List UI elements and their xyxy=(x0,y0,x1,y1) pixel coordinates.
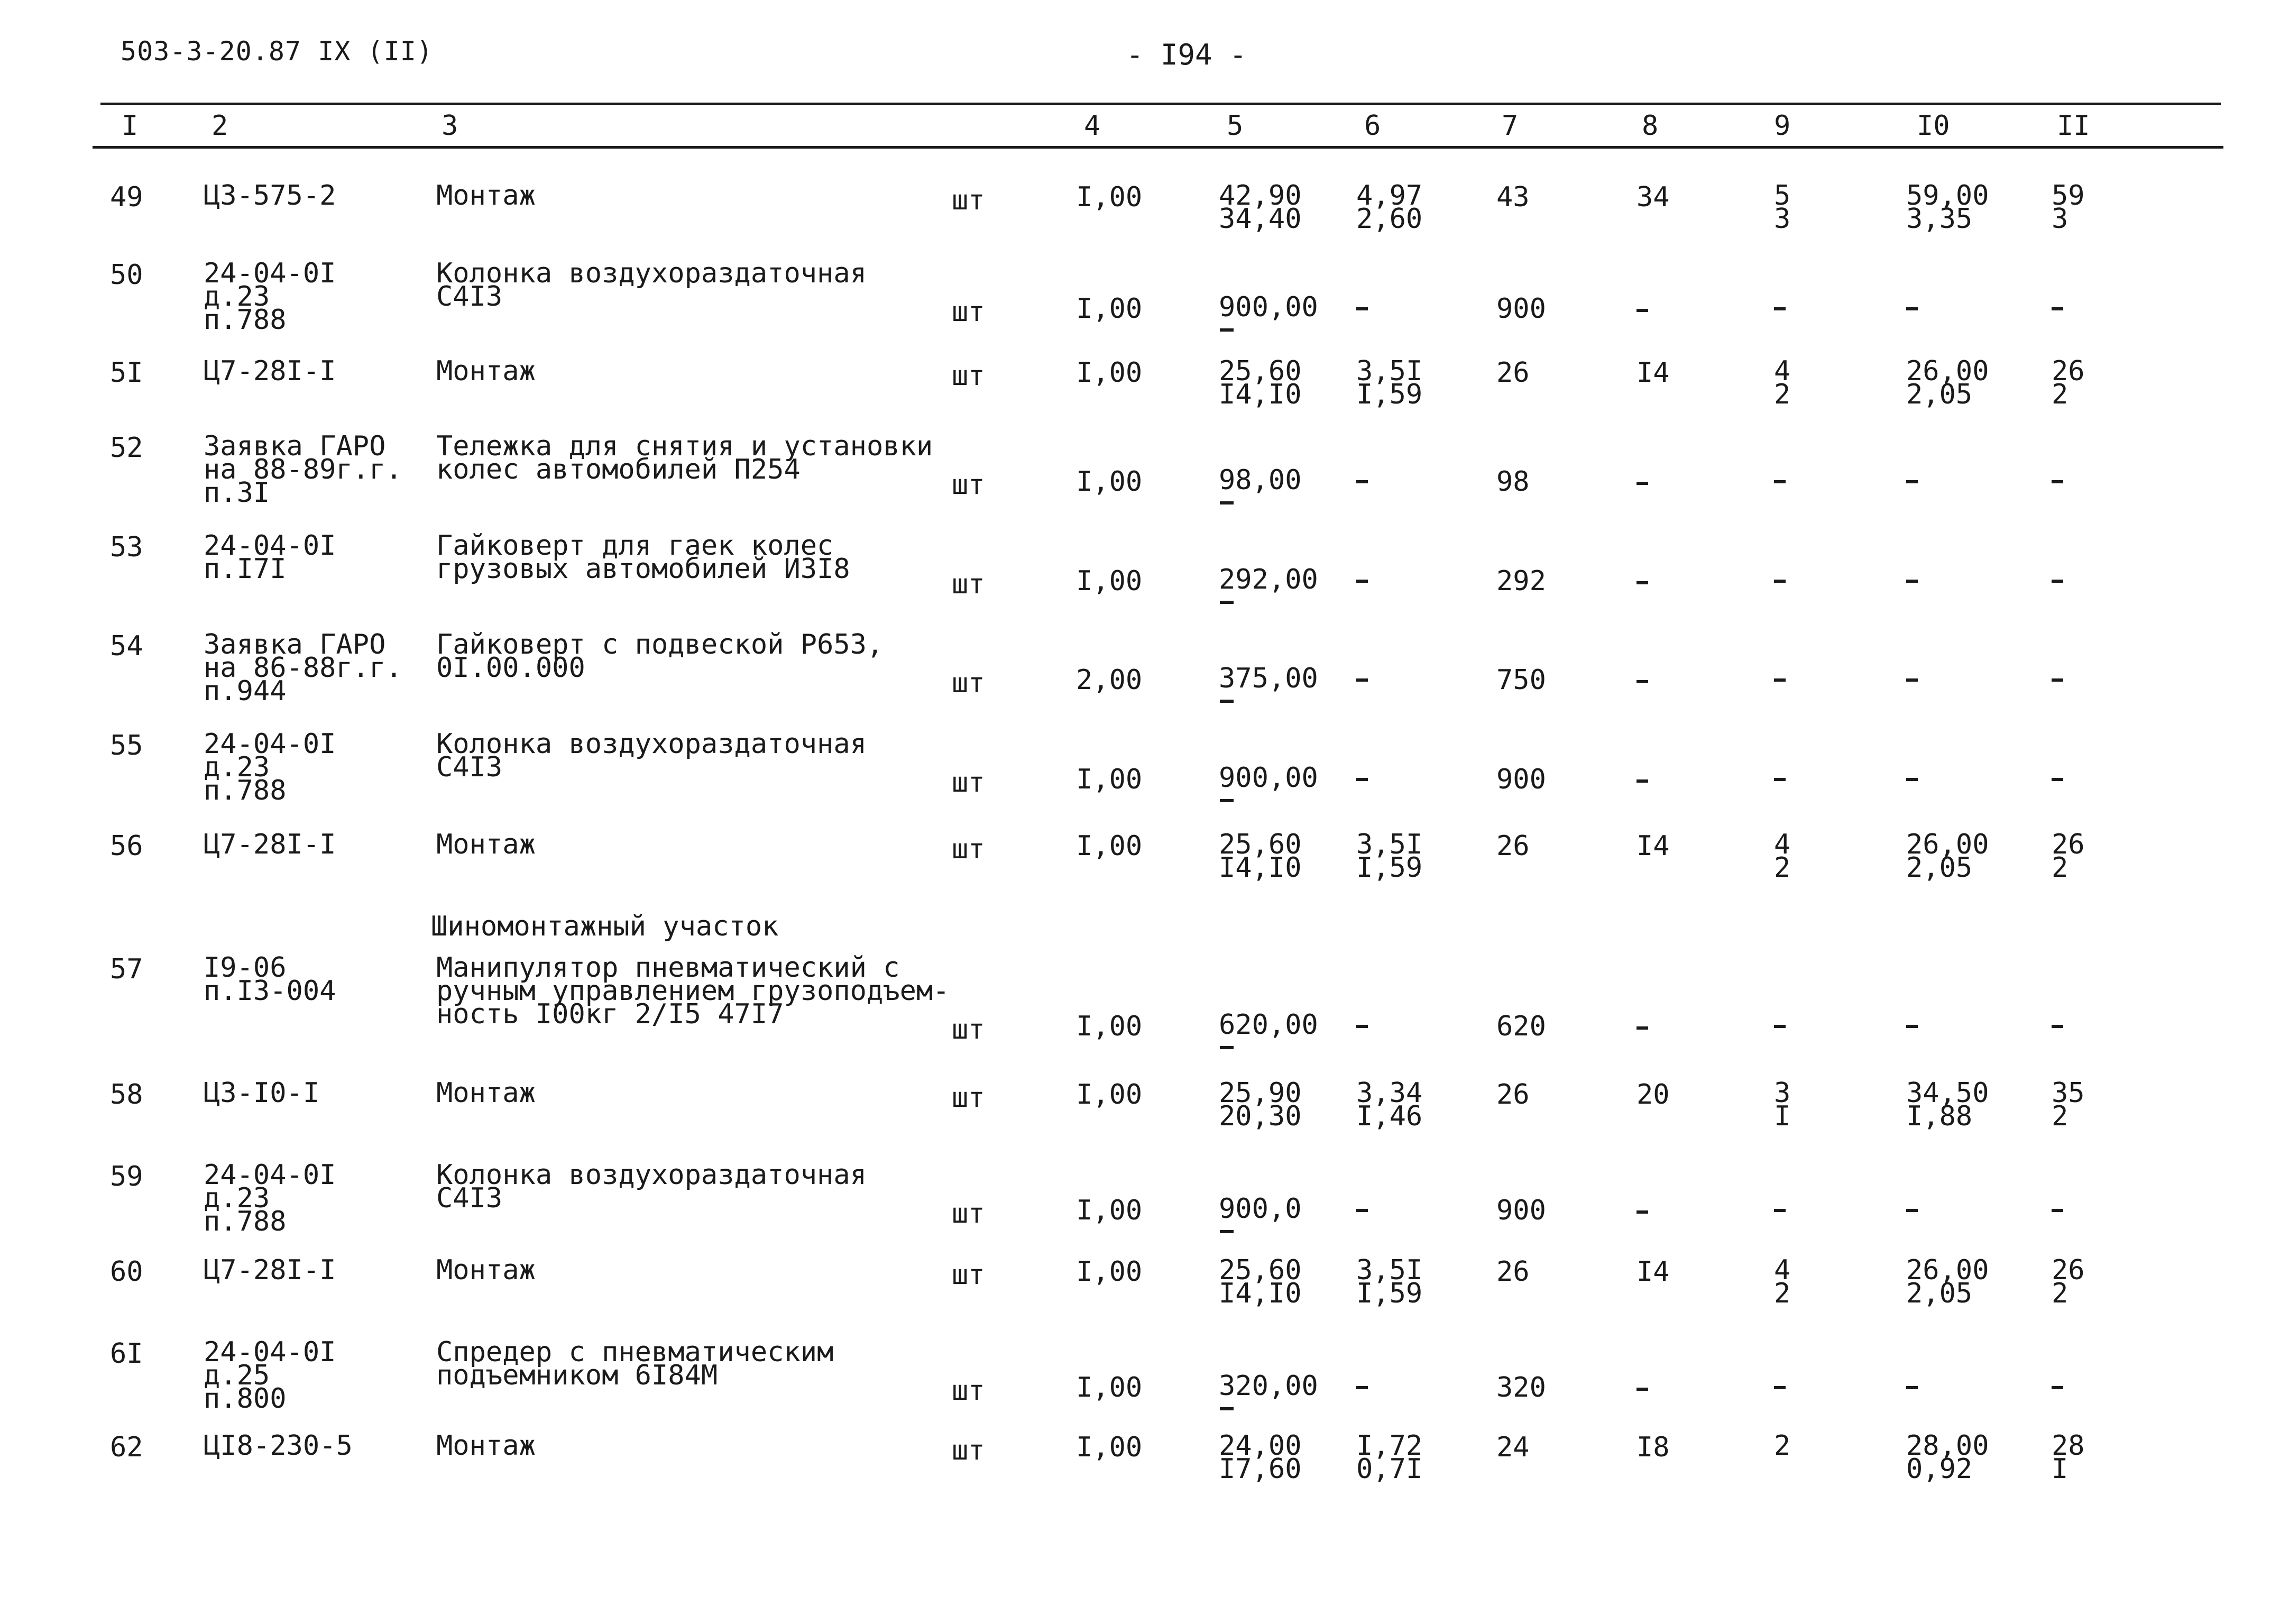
col11-value xyxy=(2052,469,2063,492)
item-description: Спредер с пневматическим xyxy=(436,1336,834,1368)
dash-mark xyxy=(1356,307,1368,310)
dash-mark xyxy=(1637,309,1648,312)
col9-value: I xyxy=(1774,1100,1791,1132)
col6-value xyxy=(1356,469,1368,492)
col-header-1: I xyxy=(122,110,139,142)
row-number: 62 xyxy=(110,1432,143,1463)
item-code: Ц3-I0-I xyxy=(204,1077,320,1109)
col9-value xyxy=(1774,1197,1786,1221)
col9-value: 3 xyxy=(1774,1077,1791,1109)
price-underdash xyxy=(1220,601,1234,604)
col8-value xyxy=(1637,568,1648,594)
row-number: 57 xyxy=(110,953,143,985)
dash-mark xyxy=(1906,580,1918,583)
item-code: Заявка ГАРО xyxy=(204,629,386,660)
col9-value: 4 xyxy=(1774,1254,1791,1286)
row-number: 50 xyxy=(110,259,143,291)
col6-value: 3,5I xyxy=(1356,1254,1423,1286)
table-top-rule xyxy=(100,103,2221,105)
col-header-10: I0 xyxy=(1917,110,1950,142)
quantity: I,00 xyxy=(1076,1372,1143,1403)
price-underdash xyxy=(1220,1046,1234,1049)
unit: шт xyxy=(952,1082,985,1114)
col-header-8: 8 xyxy=(1642,110,1659,142)
col5-value: I4,I0 xyxy=(1219,1278,1302,1309)
item-code: п.944 xyxy=(204,675,287,707)
item-code: п.I3-004 xyxy=(204,975,336,1007)
table-row xyxy=(0,1159,2280,1243)
price-underdash xyxy=(1220,328,1234,332)
item-code: п.788 xyxy=(204,304,287,336)
table-row xyxy=(0,1430,2280,1513)
dash-mark xyxy=(1356,580,1368,583)
row-number: 59 xyxy=(110,1161,143,1192)
item-description: Монтаж xyxy=(436,1254,536,1286)
item-description: ность I00кг 2/I5 47I7 xyxy=(436,998,784,1030)
quantity: I,00 xyxy=(1076,466,1143,498)
row-number: 6I xyxy=(110,1338,143,1370)
dash-mark xyxy=(1774,1386,1786,1389)
col7-value: 620 xyxy=(1496,1011,1546,1042)
unit: шт xyxy=(952,1198,985,1230)
col11-value xyxy=(2052,667,2063,690)
col6-value xyxy=(1356,568,1368,591)
table-row xyxy=(0,530,2280,613)
col6-value: I,59 xyxy=(1356,379,1423,410)
dash-mark xyxy=(1356,1025,1368,1028)
col5-value: I4,I0 xyxy=(1219,852,1302,884)
col7-value: 26 xyxy=(1496,1079,1530,1111)
item-description: С4I3 xyxy=(436,751,503,783)
quantity: I,00 xyxy=(1076,830,1143,862)
table-row xyxy=(0,1254,2280,1338)
col10-value: 26,00 xyxy=(1906,829,1989,860)
item-code: Ц3-575-2 xyxy=(204,180,336,212)
item-description: Монтаж xyxy=(436,1430,536,1462)
col10-value: 2,05 xyxy=(1906,379,1973,410)
col10-value xyxy=(1906,296,1918,319)
col6-value: 0,7I xyxy=(1356,1453,1423,1485)
col11-value: 26 xyxy=(2052,355,2085,387)
col10-value xyxy=(1906,766,1918,790)
col10-value: 2,05 xyxy=(1906,1278,1973,1309)
col8-value xyxy=(1637,667,1648,693)
col8-value xyxy=(1637,1197,1648,1224)
item-code: I9-06 xyxy=(204,952,287,984)
page-number: - I94 - xyxy=(1126,38,1247,71)
item-description: Гайковерт с подвеской Р653, xyxy=(436,629,884,660)
col6-value: 3,5I xyxy=(1356,829,1423,860)
dash-mark xyxy=(2052,1209,2063,1212)
col-header-6: 6 xyxy=(1364,110,1381,142)
item-code: д.23 xyxy=(204,1182,270,1214)
col5-value: 375,00 xyxy=(1219,663,1318,694)
col11-value xyxy=(2052,766,2063,790)
item-description: Колонка воздухораздаточная xyxy=(436,728,867,760)
item-description: Монтаж xyxy=(436,180,536,212)
col6-value: I,72 xyxy=(1356,1430,1423,1462)
dash-mark xyxy=(1637,482,1648,485)
unit: шт xyxy=(952,185,985,216)
col7-value: 320 xyxy=(1496,1372,1546,1403)
col10-value: 26,00 xyxy=(1906,1254,1989,1286)
col10-value: 2,05 xyxy=(1906,852,1973,884)
col9-value: 2 xyxy=(1774,1430,1791,1462)
col9-value xyxy=(1774,469,1786,492)
quantity: I,00 xyxy=(1076,1011,1143,1042)
table-row xyxy=(0,430,2280,514)
dash-mark xyxy=(1637,779,1648,783)
col6-value xyxy=(1356,1197,1368,1221)
row-number: 5I xyxy=(110,357,143,389)
dash-mark xyxy=(1356,480,1368,483)
dash-mark xyxy=(1637,1388,1648,1391)
col11-value: I xyxy=(2052,1453,2068,1485)
quantity: I,00 xyxy=(1076,764,1143,795)
price-underdash xyxy=(1220,1407,1234,1410)
table-row xyxy=(0,952,2280,1045)
item-description: подъемником 6I84М xyxy=(436,1360,718,1391)
col6-value: I,59 xyxy=(1356,1278,1423,1309)
col11-value xyxy=(2052,1013,2063,1036)
col5-value: 20,30 xyxy=(1219,1100,1302,1132)
col11-value: 35 xyxy=(2052,1077,2085,1109)
item-description: ручным управлением грузоподъем- xyxy=(436,975,950,1007)
col7-value: 98 xyxy=(1496,466,1530,498)
col11-value xyxy=(2052,1374,2063,1398)
item-code: на 86-88г.г. xyxy=(204,652,402,684)
col9-value: 4 xyxy=(1774,355,1791,387)
col6-value: 3,34 xyxy=(1356,1077,1423,1109)
col5-value: 25,60 xyxy=(1219,829,1302,860)
dash-mark xyxy=(2052,778,2063,781)
item-description: колес автомобилей П254 xyxy=(436,454,801,485)
item-code: на 88-89г.г. xyxy=(204,454,402,485)
col11-value xyxy=(2052,296,2063,319)
col11-value: 2 xyxy=(2052,379,2068,410)
dash-mark xyxy=(1637,680,1648,683)
unit: шт xyxy=(952,469,985,501)
col5-value: 24,00 xyxy=(1219,1430,1302,1462)
row-number: 56 xyxy=(110,830,143,862)
quantity: I,00 xyxy=(1076,565,1143,597)
item-code: п.800 xyxy=(204,1383,287,1415)
table-row xyxy=(0,829,2280,912)
dash-mark xyxy=(1774,580,1786,583)
row-number: 53 xyxy=(110,531,143,563)
col8-value: I4 xyxy=(1637,1256,1670,1288)
col5-value: 98,00 xyxy=(1219,464,1302,496)
dash-mark xyxy=(1774,678,1786,682)
table-row xyxy=(0,1336,2280,1420)
document-code: 503-3-20.87 IX (II) xyxy=(121,36,433,67)
col11-value: 2 xyxy=(2052,1278,2068,1309)
item-code: ЦI8-230-5 xyxy=(204,1430,353,1462)
col10-value xyxy=(1906,568,1918,591)
dash-mark xyxy=(1906,678,1918,682)
col9-value: 2 xyxy=(1774,379,1791,410)
unit: шт xyxy=(952,360,985,392)
quantity: 2,00 xyxy=(1076,664,1143,696)
col7-value: 900 xyxy=(1496,1195,1546,1226)
col9-value xyxy=(1774,296,1786,319)
col-header-7: 7 xyxy=(1502,110,1519,142)
col-header-4: 4 xyxy=(1084,110,1101,142)
col10-value: 26,00 xyxy=(1906,355,1989,387)
item-code: 24-04-0I xyxy=(204,1336,336,1368)
col10-value: 0,92 xyxy=(1906,1453,1973,1485)
col7-value: 750 xyxy=(1496,664,1546,696)
item-description: Гайковерт для гаек колес xyxy=(436,530,834,562)
col10-value: 59,00 xyxy=(1906,180,1989,212)
col10-value xyxy=(1906,667,1918,690)
dash-mark xyxy=(1774,1025,1786,1028)
col11-value: 2 xyxy=(2052,1100,2068,1132)
col10-value xyxy=(1906,469,1918,492)
col8-value: I4 xyxy=(1637,357,1670,389)
col9-value xyxy=(1774,766,1786,790)
unit: шт xyxy=(952,667,985,699)
dash-mark xyxy=(2052,1386,2063,1389)
item-code: 24-04-0I xyxy=(204,530,336,562)
col6-value xyxy=(1356,766,1368,790)
col8-value: I4 xyxy=(1637,830,1670,862)
col7-value: 292 xyxy=(1496,565,1546,597)
dash-mark xyxy=(2052,678,2063,682)
col8-value xyxy=(1637,1013,1648,1040)
quantity: I,00 xyxy=(1076,1256,1143,1288)
col6-value xyxy=(1356,667,1368,690)
col8-value xyxy=(1637,1374,1648,1401)
col7-value: 26 xyxy=(1496,1256,1530,1288)
item-code: д.25 xyxy=(204,1360,270,1391)
dash-mark xyxy=(1637,1026,1648,1030)
row-number: 49 xyxy=(110,181,143,213)
col11-value: 3 xyxy=(2052,203,2068,235)
unit: шт xyxy=(952,1375,985,1407)
dash-mark xyxy=(1356,678,1368,682)
table-row xyxy=(0,728,2280,812)
dash-mark xyxy=(1637,581,1648,584)
quantity: I,00 xyxy=(1076,357,1143,389)
col11-value: 28 xyxy=(2052,1430,2085,1462)
dash-mark xyxy=(1906,480,1918,483)
dash-mark xyxy=(2052,307,2063,310)
item-code: д.23 xyxy=(204,281,270,313)
col9-value xyxy=(1774,1374,1786,1398)
col-header-2: 2 xyxy=(212,110,228,142)
table-row xyxy=(0,180,2280,263)
quantity: I,00 xyxy=(1076,181,1143,213)
item-description: Монтаж xyxy=(436,829,536,860)
col10-value xyxy=(1906,1374,1918,1398)
col11-value: 26 xyxy=(2052,829,2085,860)
row-number: 52 xyxy=(110,432,143,464)
quantity: I,00 xyxy=(1076,1432,1143,1463)
col6-value: 4,97 xyxy=(1356,180,1423,212)
unit: шт xyxy=(952,767,985,799)
row-number: 55 xyxy=(110,730,143,761)
col8-value xyxy=(1637,296,1648,322)
table-row xyxy=(0,355,2280,439)
col5-value: 25,60 xyxy=(1219,1254,1302,1286)
dash-mark xyxy=(1637,1210,1648,1214)
col5-value: 320,00 xyxy=(1219,1370,1318,1402)
item-code: 24-04-0I xyxy=(204,258,336,289)
dash-mark xyxy=(1906,778,1918,781)
col7-value: 26 xyxy=(1496,357,1530,389)
col5-value: 900,00 xyxy=(1219,291,1318,323)
col5-value: 25,90 xyxy=(1219,1077,1302,1109)
dash-mark xyxy=(1906,1209,1918,1212)
col7-value: 43 xyxy=(1496,181,1530,213)
dash-mark xyxy=(2052,1025,2063,1028)
item-description: С4I3 xyxy=(436,1182,503,1214)
unit: шт xyxy=(952,1435,985,1466)
col11-value: 2 xyxy=(2052,852,2068,884)
item-description: Монтаж xyxy=(436,1077,536,1109)
col8-value: 34 xyxy=(1637,181,1670,213)
unit: шт xyxy=(952,833,985,865)
col7-value: 26 xyxy=(1496,830,1530,862)
table-row xyxy=(0,258,2280,341)
section-title: Шиномонтажный участок xyxy=(431,911,779,942)
item-code: п.788 xyxy=(204,775,287,806)
dash-mark xyxy=(1906,1025,1918,1028)
item-code: Заявка ГАРО xyxy=(204,430,386,462)
unit: шт xyxy=(952,296,985,328)
price-underdash xyxy=(1220,1230,1234,1233)
col9-value xyxy=(1774,667,1786,690)
quantity: I,00 xyxy=(1076,1079,1143,1111)
col11-value: 59 xyxy=(2052,180,2085,212)
col7-value: 24 xyxy=(1496,1432,1530,1463)
col5-value: 292,00 xyxy=(1219,564,1318,595)
col5-value: 42,90 xyxy=(1219,180,1302,212)
quantity: I,00 xyxy=(1076,293,1143,325)
unit: шт xyxy=(952,568,985,600)
item-code: п.I7I xyxy=(204,553,287,585)
item-description: Тележка для снятия и установки xyxy=(436,430,933,462)
col7-value: 900 xyxy=(1496,764,1546,795)
quantity: I,00 xyxy=(1076,1195,1143,1226)
item-code: Ц7-28I-I xyxy=(204,355,336,387)
col9-value: 3 xyxy=(1774,203,1791,235)
col6-value xyxy=(1356,1013,1368,1036)
item-description: 0I.00.000 xyxy=(436,652,585,684)
col5-value: 900,00 xyxy=(1219,762,1318,794)
col-header-5: 5 xyxy=(1227,110,1244,142)
col9-value: 4 xyxy=(1774,829,1791,860)
col6-value: 3,5I xyxy=(1356,355,1423,387)
col9-value: 5 xyxy=(1774,180,1791,212)
price-underdash xyxy=(1220,700,1234,703)
col8-value: 20 xyxy=(1637,1079,1670,1111)
col-header-3: 3 xyxy=(442,110,458,142)
item-code: п.3I xyxy=(204,477,270,509)
item-code: Ц7-28I-I xyxy=(204,1254,336,1286)
col9-value xyxy=(1774,1013,1786,1036)
col6-value xyxy=(1356,1374,1368,1398)
col5-value: 34,40 xyxy=(1219,203,1302,235)
table-row xyxy=(0,1077,2280,1161)
item-description: грузовых автомобилей И3I8 xyxy=(436,553,850,585)
col7-value: 900 xyxy=(1496,293,1546,325)
item-description: Манипулятор пневматический с xyxy=(436,952,900,984)
table-header-rule xyxy=(93,146,2223,149)
col9-value: 2 xyxy=(1774,852,1791,884)
row-number: 54 xyxy=(110,630,143,662)
item-description: Колонка воздухораздаточная xyxy=(436,1159,867,1191)
col10-value xyxy=(1906,1013,1918,1036)
row-number: 58 xyxy=(110,1079,143,1111)
col5-value: 25,60 xyxy=(1219,355,1302,387)
col11-value: 26 xyxy=(2052,1254,2085,1286)
item-code: 24-04-0I xyxy=(204,728,336,760)
price-underdash xyxy=(1220,799,1234,802)
dash-mark xyxy=(1906,307,1918,310)
col9-value: 2 xyxy=(1774,1278,1791,1309)
col6-value: I,46 xyxy=(1356,1100,1423,1132)
item-code: д.23 xyxy=(204,751,270,783)
col5-value: I4,I0 xyxy=(1219,379,1302,410)
item-code: п.788 xyxy=(204,1206,287,1237)
col5-value: 900,0 xyxy=(1219,1193,1302,1225)
item-description: С4I3 xyxy=(436,281,503,313)
col6-value xyxy=(1356,296,1368,319)
dash-mark xyxy=(1356,1386,1368,1389)
col11-value xyxy=(2052,568,2063,591)
col8-value xyxy=(1637,766,1648,793)
col10-value: I,88 xyxy=(1906,1100,1973,1132)
col-header-9: 9 xyxy=(1774,110,1791,142)
table-row xyxy=(0,629,2280,712)
col10-value: 28,00 xyxy=(1906,1430,1989,1462)
unit: шт xyxy=(952,1014,985,1045)
col8-value xyxy=(1637,469,1648,495)
dash-mark xyxy=(1906,1386,1918,1389)
dash-mark xyxy=(1774,778,1786,781)
dash-mark xyxy=(1356,778,1368,781)
dash-mark xyxy=(2052,580,2063,583)
item-description: Монтаж xyxy=(436,355,536,387)
col-header-11: II xyxy=(2057,110,2090,142)
item-code: Ц7-28I-I xyxy=(204,829,336,860)
col8-value: I8 xyxy=(1637,1432,1670,1463)
dash-mark xyxy=(2052,480,2063,483)
row-number: 60 xyxy=(110,1256,143,1288)
dash-mark xyxy=(1356,1209,1368,1212)
unit: шт xyxy=(952,1259,985,1291)
item-description: Колонка воздухораздаточная xyxy=(436,258,867,289)
col10-value: 34,50 xyxy=(1906,1077,1989,1109)
col5-value: I7,60 xyxy=(1219,1453,1302,1485)
item-code: 24-04-0I xyxy=(204,1159,336,1191)
col5-value: 620,00 xyxy=(1219,1009,1318,1041)
dash-mark xyxy=(1774,1209,1786,1212)
price-underdash xyxy=(1220,501,1234,504)
col11-value xyxy=(2052,1197,2063,1221)
col10-value: 3,35 xyxy=(1906,203,1973,235)
col10-value xyxy=(1906,1197,1918,1221)
col6-value: 2,60 xyxy=(1356,203,1423,235)
col9-value xyxy=(1774,568,1786,591)
col6-value: I,59 xyxy=(1356,852,1423,884)
dash-mark xyxy=(1774,480,1786,483)
dash-mark xyxy=(1774,307,1786,310)
